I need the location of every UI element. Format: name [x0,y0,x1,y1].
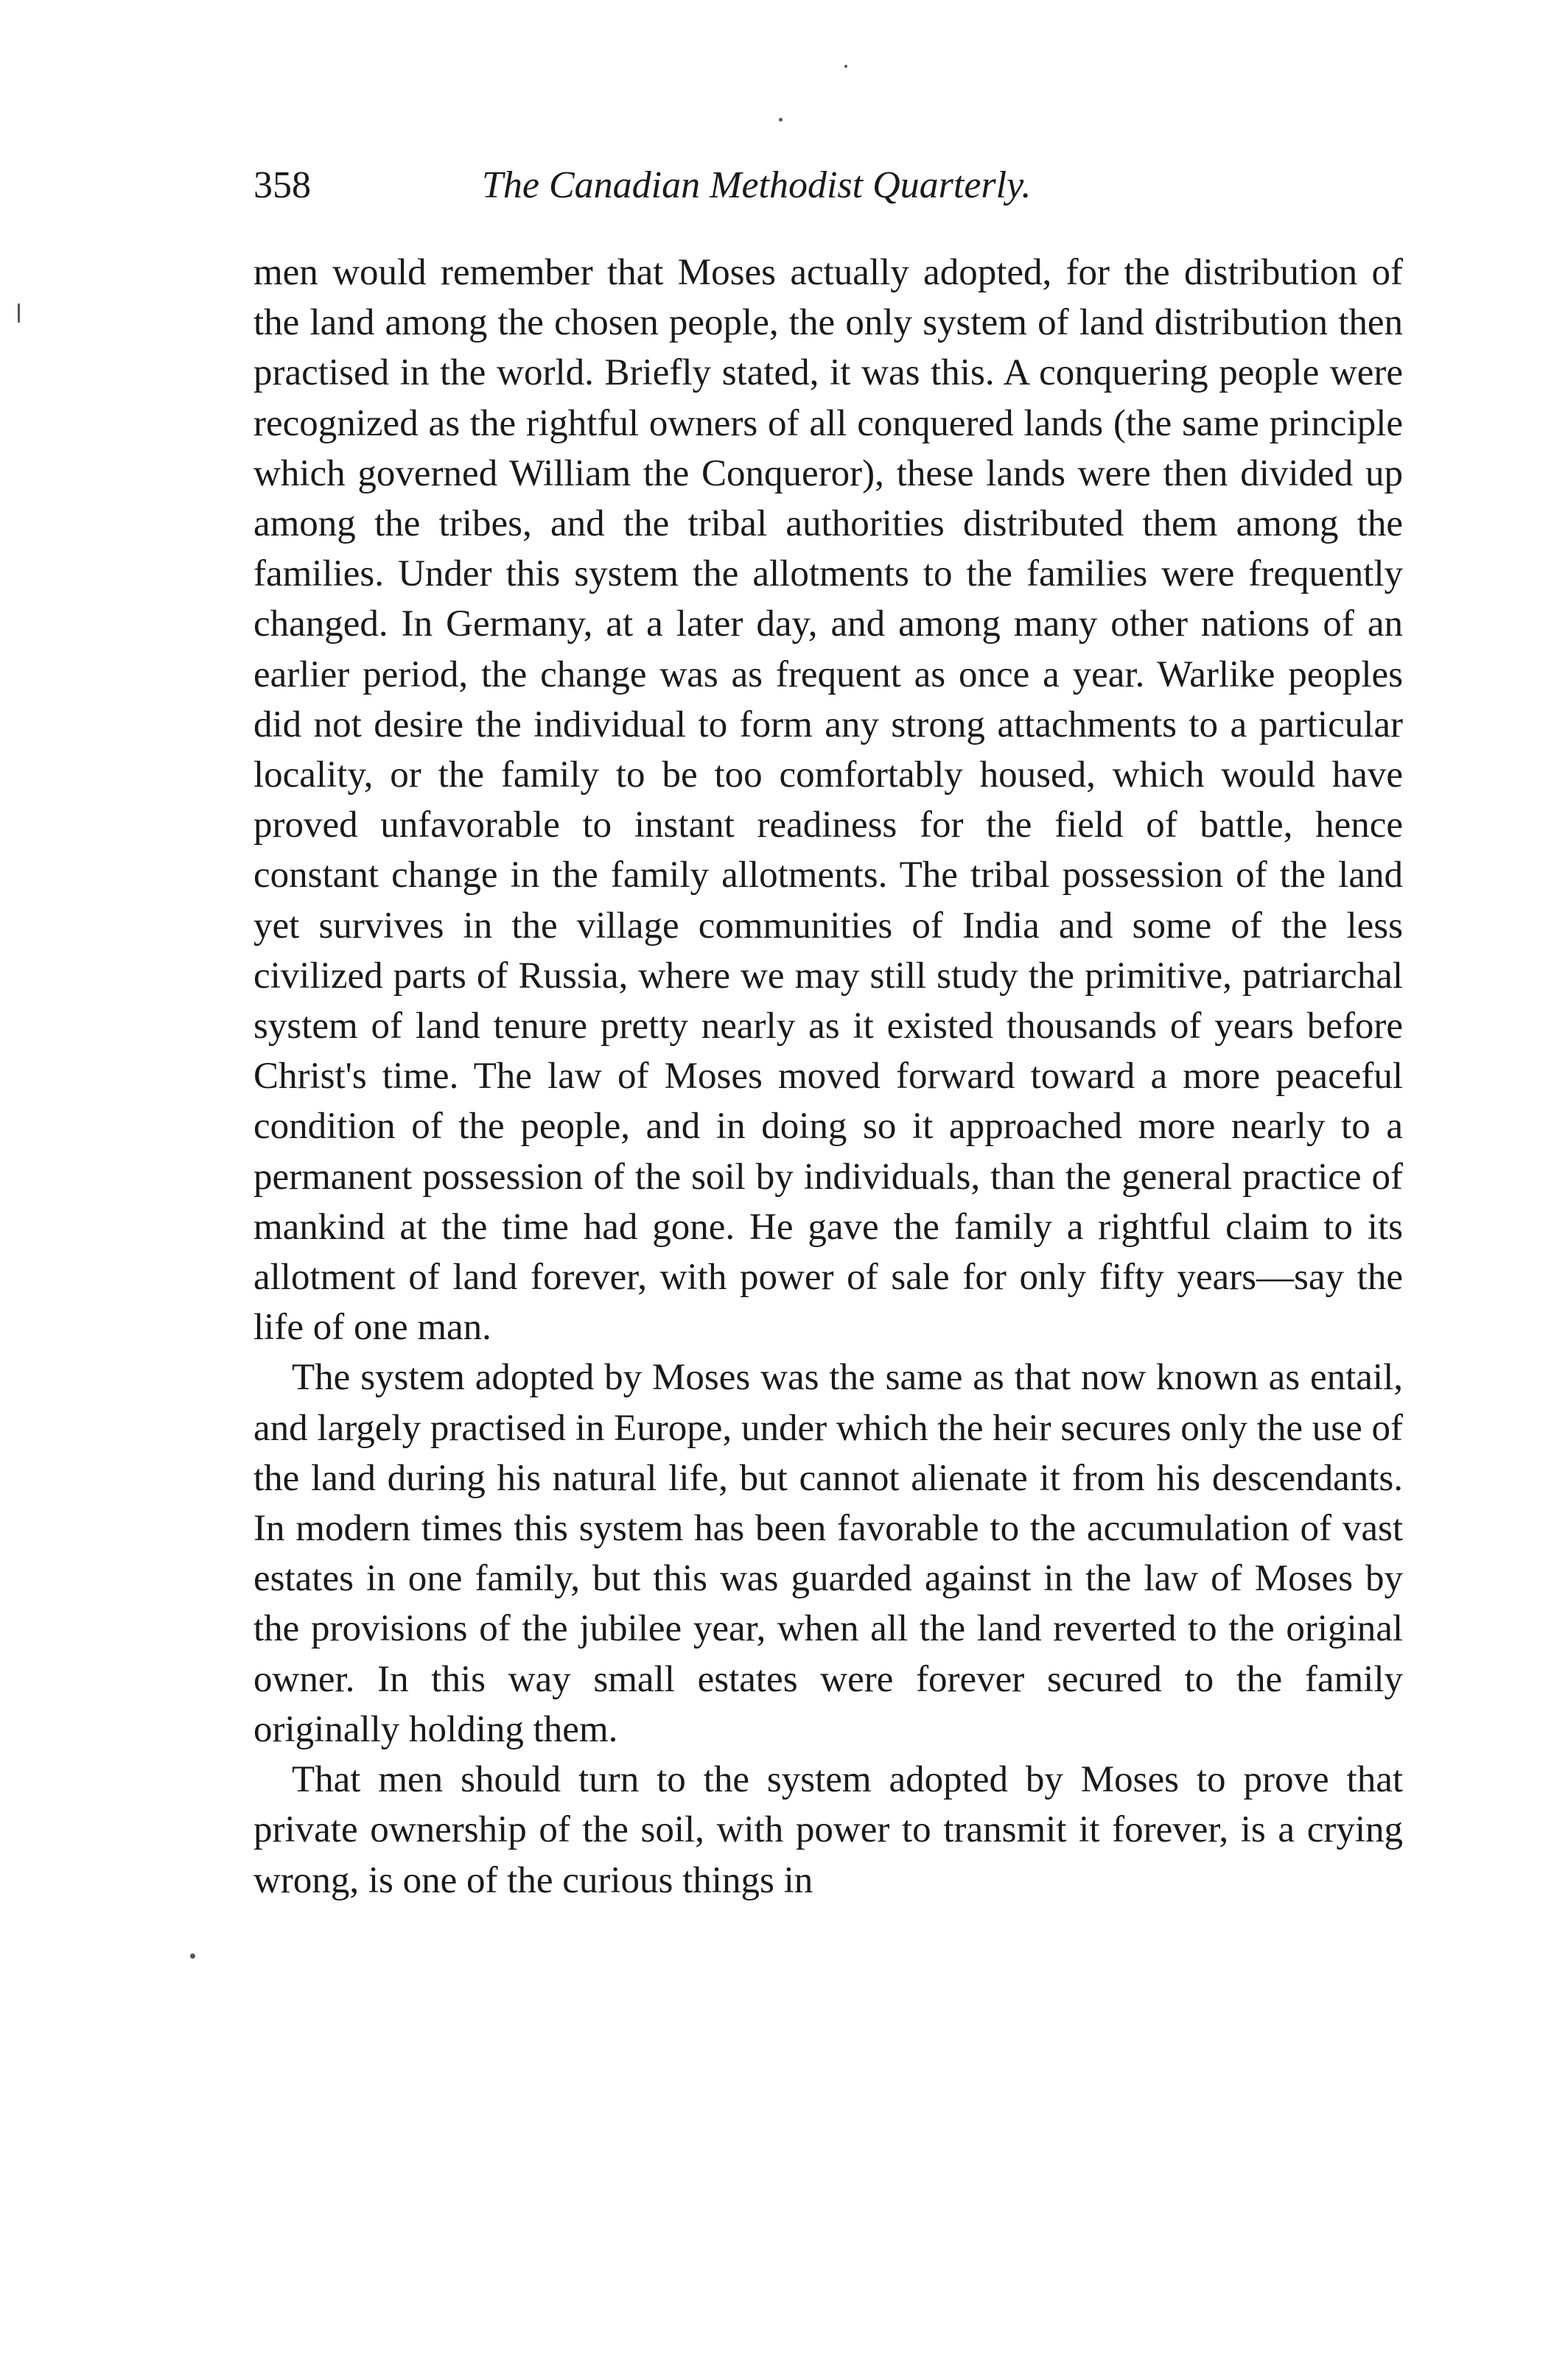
paragraph: The system adopted by Moses was the same as that now known as entail, and largely practised in Europe, under which the heir secures only the use of the land during his natural life, but cannot alienate it from his descendants. In modern times this system has been favorable to the accumulation of vast estates in one family, but this was guarded against in the law of Moses by the provisions of the jubilee year, when all the land reverted to the original owner. In this way small estates were forever secured to the family originally holding them. [253,1357,1403,1750]
body-text [253,248,1403,1906]
paragraph: men would remember that Moses actually adopted, for the distribution of the land among the chosen people, the only system of land distribution then practised in the world. Briefly stated, it was this. A conquering people were recognized as the rightful owners of all conquered lands (the same principle which governed William the Conqueror), these lands were then divided up among the tribes, and the tribal authorities distributed them among the families. Under this system the allotments to the families were frequently changed. In Germany, at a later day, and among many other nations of an earlier period, the change was as frequent as once a year. Warlike peoples did not desire the individual to form any strong attachments to a particular locality, or the family to be too comfortably housed, which would have proved unfavorable to instant readiness for the field of battle, hence constant change in the family allotments. The tribal possession of the land yet survives in the village communities of India and some of the less civilized parts of Russia, where we may still study the primitive, patriarchal system of land tenure pretty nearly as it existed thousands of years before Christ's time. The law of Moses moved forward toward a more peaceful condition of the people, and in doing so it approached more nearly to a permanent possession of the soil by individuals, than the general practice of mankind at the time had gone. He gave the family a rightful claim to its allotment of land forever, with power of sale for only fifty years—say the life of one man. [253,252,1403,1349]
running-head [253,156,1403,215]
scan-speck [779,118,783,122]
scan-speck [190,1954,195,1959]
scan-speck [18,303,20,323]
paragraph: That men should turn to the system adopted by Moses to prove that private ownership of the soil, with power to transmit it forever, is a crying wrong, is one of the curious things in [253,1759,1403,1901]
journal-title: The Canadian Methodist Quarterly. [482,164,1032,206]
page-number: 358 [253,164,311,206]
scan-speck [844,65,847,68]
